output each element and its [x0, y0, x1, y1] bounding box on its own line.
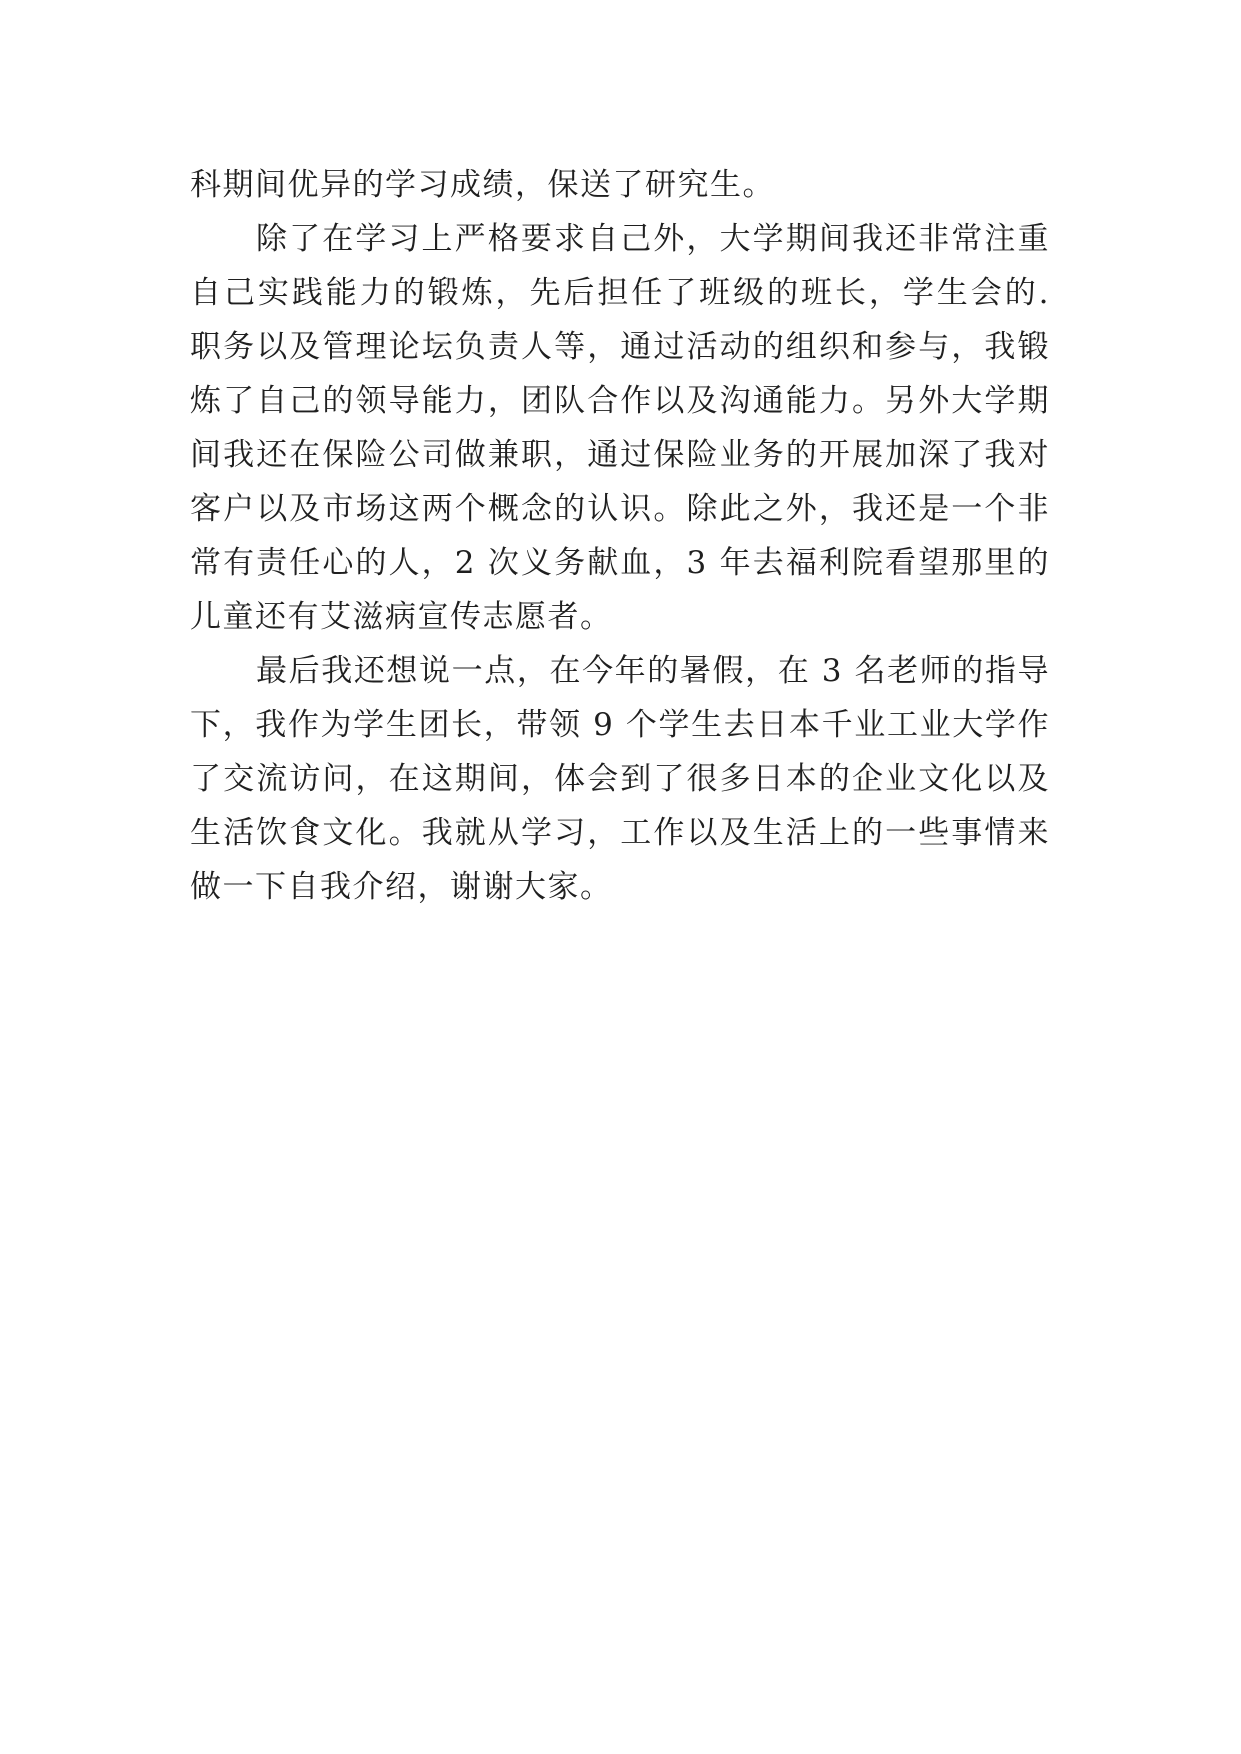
text-line: 儿童还有艾滋病宣传志愿者。 — [190, 599, 613, 635]
text-line: 科期间优异的学习成绩，保送了研究生。 — [190, 167, 775, 203]
text-line: 自己实践能力的锻炼，先后担任了班级的班长，学生会的. — [190, 275, 1050, 311]
paragraph-2 — [190, 212, 1050, 644]
text-line: 除了在学习上严格要求自己外，大学期间我还非常注重 — [256, 221, 1050, 257]
paragraph-1 — [190, 158, 1050, 212]
paragraph-3 — [190, 644, 1050, 914]
text-line: 做一下自我介绍，谢谢大家。 — [190, 869, 613, 905]
text-line: 生活饮食文化。我就从学习，工作以及生活上的一些事情来 — [190, 815, 1050, 851]
text-line: 职务以及管理论坛负责人等，通过活动的组织和参与，我锻 — [190, 329, 1050, 365]
text-line: 间我还在保险公司做兼职，通过保险业务的开展加深了我对 — [190, 437, 1050, 473]
text-line: 炼了自己的领导能力，团队合作以及沟通能力。另外大学期 — [190, 383, 1050, 419]
text-line: 客户以及市场这两个概念的认识。除此之外，我还是一个非 — [190, 491, 1050, 527]
text-line: 最后我还想说一点，在今年的暑假，在 3 名老师的指导 — [256, 653, 1050, 689]
text-line: 下，我作为学生团长，带领 9 个学生去日本千业工业大学作 — [190, 707, 1050, 743]
text-line: 了交流访问，在这期间，体会到了很多日本的企业文化以及 — [190, 761, 1050, 797]
text-line: 常有责任心的人，2 次义务献血，3 年去福利院看望那里的 — [190, 545, 1050, 581]
document-body — [190, 158, 1050, 914]
